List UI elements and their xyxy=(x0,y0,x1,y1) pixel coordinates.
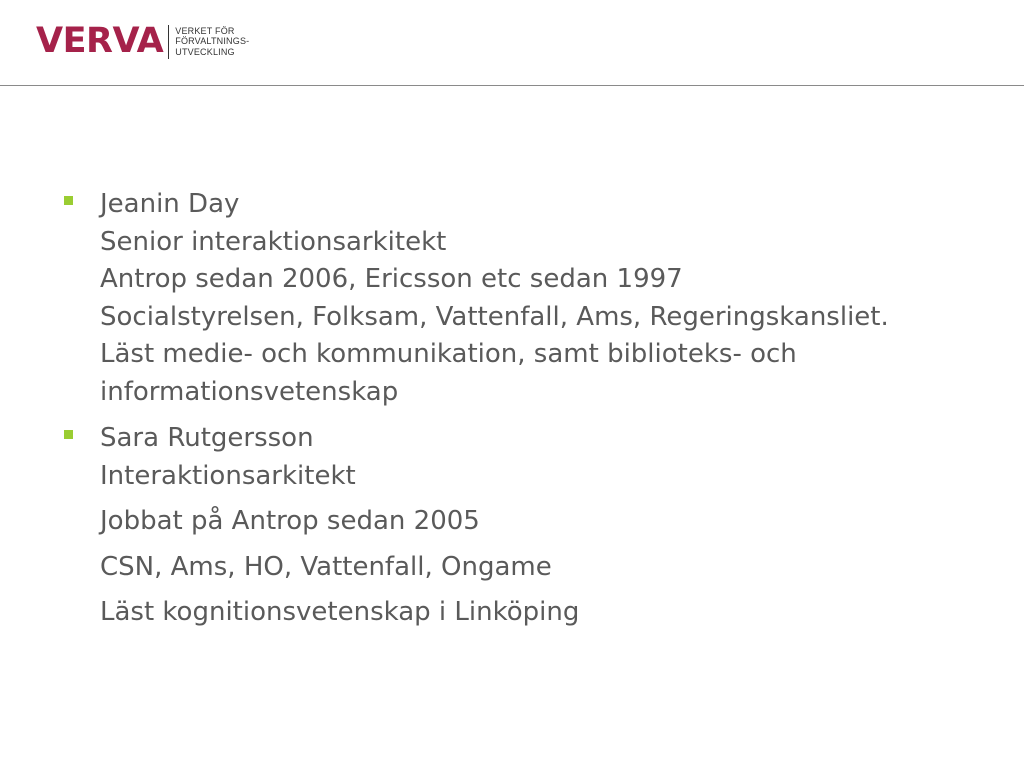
slide-header xyxy=(0,0,1024,86)
bullet-line: Jobbat på Antrop sedan 2005 xyxy=(100,506,480,536)
bullet-line: Läst medie- och kommunikation, samt biblioteks- och xyxy=(100,339,797,369)
bullet-line: Senior interaktionsarkitekt xyxy=(100,226,447,257)
square-bullet-icon xyxy=(64,196,73,205)
verva-logo xyxy=(36,21,250,61)
bullet-list xyxy=(64,186,984,641)
logo-divider xyxy=(168,25,169,59)
header-divider xyxy=(0,85,1024,86)
logo-subtitle-line: FÖRVALTNINGS- xyxy=(175,36,250,47)
bullet-line: Jeanin Day xyxy=(100,189,240,219)
bullet-item-sara-rutgersson xyxy=(64,420,984,632)
bullet-line: Antrop sedan 2006, Ericsson etc sedan 1997 xyxy=(100,264,683,294)
bullet-line: Interaktionsarkitekt xyxy=(100,460,356,491)
bullet-line: Socialstyrelsen, Folksam, Vattenfall, Ams, Regeringskansliet. xyxy=(100,301,889,332)
bullet-line: CSN, Ams, HO, Vattenfall, Ongame xyxy=(100,551,552,582)
logo-subtitle-line: VERKET FÖR xyxy=(175,25,235,36)
square-bullet-icon xyxy=(64,430,73,439)
bullet-item-jeanin-day xyxy=(64,186,984,411)
logo-subtitle-line: UTVECKLING xyxy=(175,46,235,57)
logo-subtitle xyxy=(175,26,249,58)
logo-wordmark: VERVA xyxy=(36,21,164,61)
bullet-line: Sara Rutgersson xyxy=(100,423,314,453)
bullet-line: Läst kognitionsvetenskap i Linköping xyxy=(100,597,580,627)
bullet-line: informationsvetenskap xyxy=(100,376,399,407)
